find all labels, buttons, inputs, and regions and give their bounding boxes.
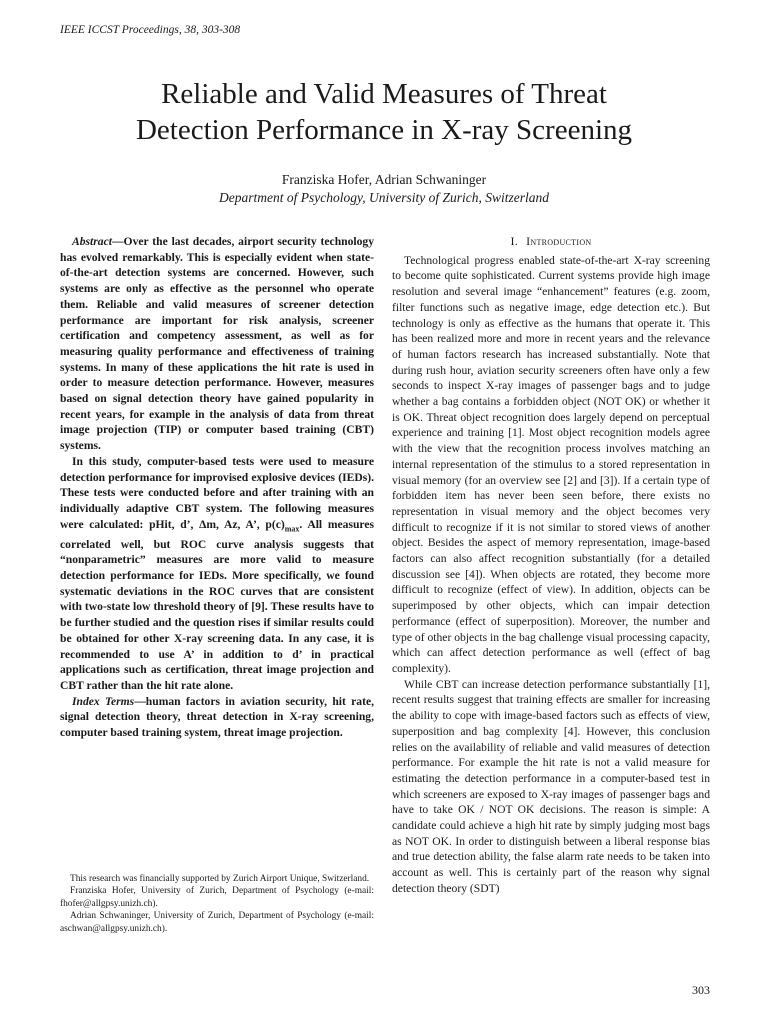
- left-column: [60, 234, 374, 741]
- authors: Franziska Hofer, Adrian Schwaninger: [281, 172, 487, 187]
- abstract-paragraph-1: [60, 234, 374, 454]
- title-line-2: Detection Performance in X-ray Screening: [135, 114, 633, 146]
- index-terms: [60, 694, 374, 741]
- section-title: Introduction: [526, 234, 592, 248]
- index-terms-label: Index Terms: [72, 694, 135, 708]
- abstract-text-2a: In this study, computer-based tests were used to measure detection performance for improvised explosive devices (IEDs). These tests were conducted before and after training with an individually adaptive CBT system. The following measures were calculated: pHit, d’, Δm, Az, A’, p(c): [60, 454, 374, 531]
- abstract-label: Abstract—: [72, 235, 124, 248]
- footnote-author-1: Franziska Hofer, University of Zurich, Department of Psychology (e-mail: fhofer@allgpsy.unizh.ch).: [60, 886, 374, 909]
- paper-title: [0, 76, 768, 148]
- abstract-subscript: max: [284, 523, 300, 533]
- intro-paragraph-1: Technological progress enabled state-of-the-art X-ray screening to become quite sophisticated. Current systems provide high image resolution and several image “enhancement” features (e.g. zoom, filter functions such as negative image, edge detection etc.). But technology is only as effective as the humans that operate it. This has been realized more and more in recent years and the relevance of human factors research has increased substantially. Note that during rush hour, aviation security screeners often have only a few seconds to inspect X-ray images of passenger bags and to judge whether a bag contains a forbidden object (NOT OK) or whether it is OK. Threat object recognition does largely depend on perceptual experience and training [1]. Most object recognition models agree with the view that the recognition process involves matching an internal representation of the stimulus to a stored representation in visual memory (for an overview see [2] and [3]). If a certain type of forbidden item has never been seen before, there exists no representation in visual memory and the object becomes very difficult to recognize if it is not similar to stored views of another object. Besides the aspect of memory representation, image-based factors can also affect recognition substantially (for a detailed discussion see [4]). When objects are rotated, they become more difficult to recognize (effect of view). In addition, objects can be superimposed by other objects, which can impair detection performance (effect of superposition). Moreover, the number and type of other objects in the bag challenge visual processing capacity, which can affect detection performance as well (effect of bag complexity).: [392, 253, 710, 675]
- running-header: IEEE ICCST Proceedings, 38, 303-308: [60, 24, 241, 36]
- section-number: I.: [510, 234, 519, 248]
- right-column: [392, 234, 710, 897]
- section-heading: [392, 234, 710, 250]
- footnote-author-2: Adrian Schwaninger, University of Zurich, Department of Psychology (e-mail: aschwan@allgpsy.unizh.ch).: [60, 911, 374, 934]
- page-number: 303: [692, 983, 710, 997]
- index-terms-text: —human factors in aviation security, hit rate, signal detection theory, threat detection in X-ray screening, computer based training system, threat image projection.: [60, 694, 374, 740]
- title-line-1: Reliable and Valid Measures of Threat: [161, 78, 607, 110]
- intro-paragraph-2: While CBT can increase detection performance substantially [1], recent results suggest that training effects are smaller for increasing the ability to cope with image-based factors such as effects of view, superposition and bag complexity [4]. However, this conclusion relies on the availability of reliable and valid measures of detection performance. For example the hit rate is not a valid measure for estimating the detection performance in a computer-based test in which screeners are exposed to X-ray images of passenger bags and have to take OK / NOT OK decisions. The reason is simple: A candidate could achieve a high hit rate by simply judging most bags as NOT OK. In order to distinguish between a liberal response bias and true detection ability, the false alarm rate needs to be taken into account as well. This is certainly part of the reason why signal detection theory (SDT): [392, 677, 710, 895]
- abstract-text-1: Over the last decades, airport security technology has evolved remarkably. This is especially evident when state-of-the-art detection systems are concerned. However, such systems are only as effective as the personnel who operate them. Reliable and valid measures of screener detection performance are important for risk analysis, screener certification and competency assessment, as well as for measuring quality performance and effectiveness of training systems. In many of these applications the hit rate is used in order to measure detection performance. However, measures based on signal detection theory have gained popularity in recent years, for example in the analysis of data from threat image projection (TIP) or computer based training (CBT) systems.: [60, 235, 374, 453]
- abstract-text-2b: . All measures correlated well, but ROC curve analysis suggests that “nonparametric” measures are more valid to measure detection performance for IEDs. More specifically, we found systematic deviations in the ROC curves that are consistent with two-state low threshold theory of [9]. These results have to be further studied and the question rises if similar results could be obtained for other X-ray screening data. In any case, it is recommended to use A’ in addition to d’ in practical applications such as certification, threat image projection and CBT rather than the hit rate alone.: [60, 517, 374, 692]
- footnote-funding: This research was financially supported by Zurich Airport Unique, Switzerland.: [70, 874, 370, 884]
- affiliation: Department of Psychology, University of Zurich, Switzerland: [219, 190, 549, 205]
- abstract-paragraph-2: [60, 454, 374, 694]
- footnotes: [60, 873, 374, 935]
